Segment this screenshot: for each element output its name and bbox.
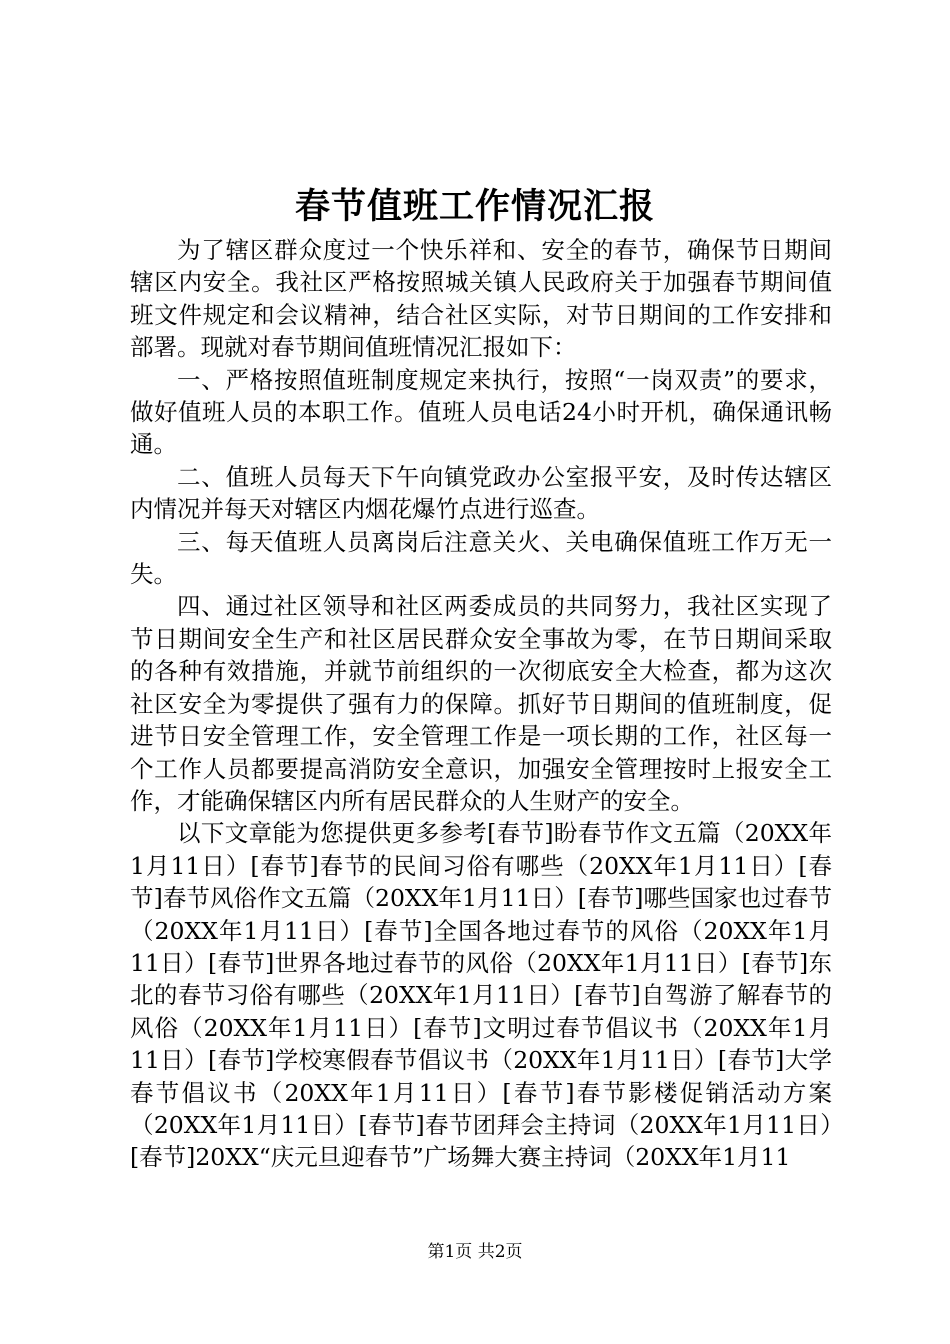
paragraph-intro: 为了辖区群众度过一个快乐祥和、安全的春节，确保节日期间辖区内安全。我社区严格按照城关镇人民政府关于加强春节期间值班文件规定和会议精神，结合社区实际，对节日期间的工作安排和部署。现就对春节期间值班情况汇报如下： [130,236,832,362]
paragraph-point-1: 一、严格按照值班制度规定来执行，按照“一岗双责”的要求，做好值班人员的本职工作。值班人员电话24小时开机，确保通讯畅通。 [130,365,832,459]
paragraph-point-4: 四、通过社区领导和社区两委成员的共同努力，我社区实现了节日期间安全生产和社区居民群众安全事故为零，在节日期间采取的各种有效措施，并就节前组织的一次彻底安全大检查，都为这次社区安全为零提供了强有力的保障。抓好节日期间的值班制度，促进节日安全管理工作，安全管理工作是一项长期的工作，社区每一个工作人员都要提高消防安全意识，加强安全管理按时上报安全工作，才能确保辖区内所有居民群众的人生财产的安全。 [130,592,832,815]
paragraph-related-articles: 以下文章能为您提供更多参考[春节]盼春节作文五篇（20XX年1月11日）[春节]春节的民间习俗有哪些（20XX年1月11日）[春节]春节风俗作文五篇（20XX年1月11日）[春节]哪些国家也过春节（20XX年1月11日）[春节]全国各地过春节的风俗（20XX年1月11日）[春节]世界各地过春节的风俗（20XX年1月11日）[春节]东北的春节习俗有哪些（20XX年1月11日）[春节]自驾游了解春节的风俗（20XX年1月11日）[春节]文明过春节倡议书（20XX年1月11日）[春节]学校寒假春节倡议书（20XX年1月11日）[春节]大学春节倡议书（20XX年1月11日）[春节]春节影楼促销活动方案（20XX年1月11日）[春节]春节团拜会主持词（20XX年1月11日）[春节]20XX“庆元旦迎春节”广场舞大赛主持词（20XX年1月11 [130,819,832,1172]
paragraph-point-2: 二、值班人员每天下午向镇党政办公室报平安，及时传达辖区内情况并每天对辖区内烟花爆竹点进行巡查。 [130,462,832,524]
page-number-footer: 第1页 共2页 [427,1242,523,1262]
document-body [130,234,832,1174]
document-title: 春节值班工作情况汇报 [294,186,655,227]
paragraph-point-3: 三、每天值班人员离岗后注意关火、关电确保值班工作万无一失。 [130,527,832,589]
